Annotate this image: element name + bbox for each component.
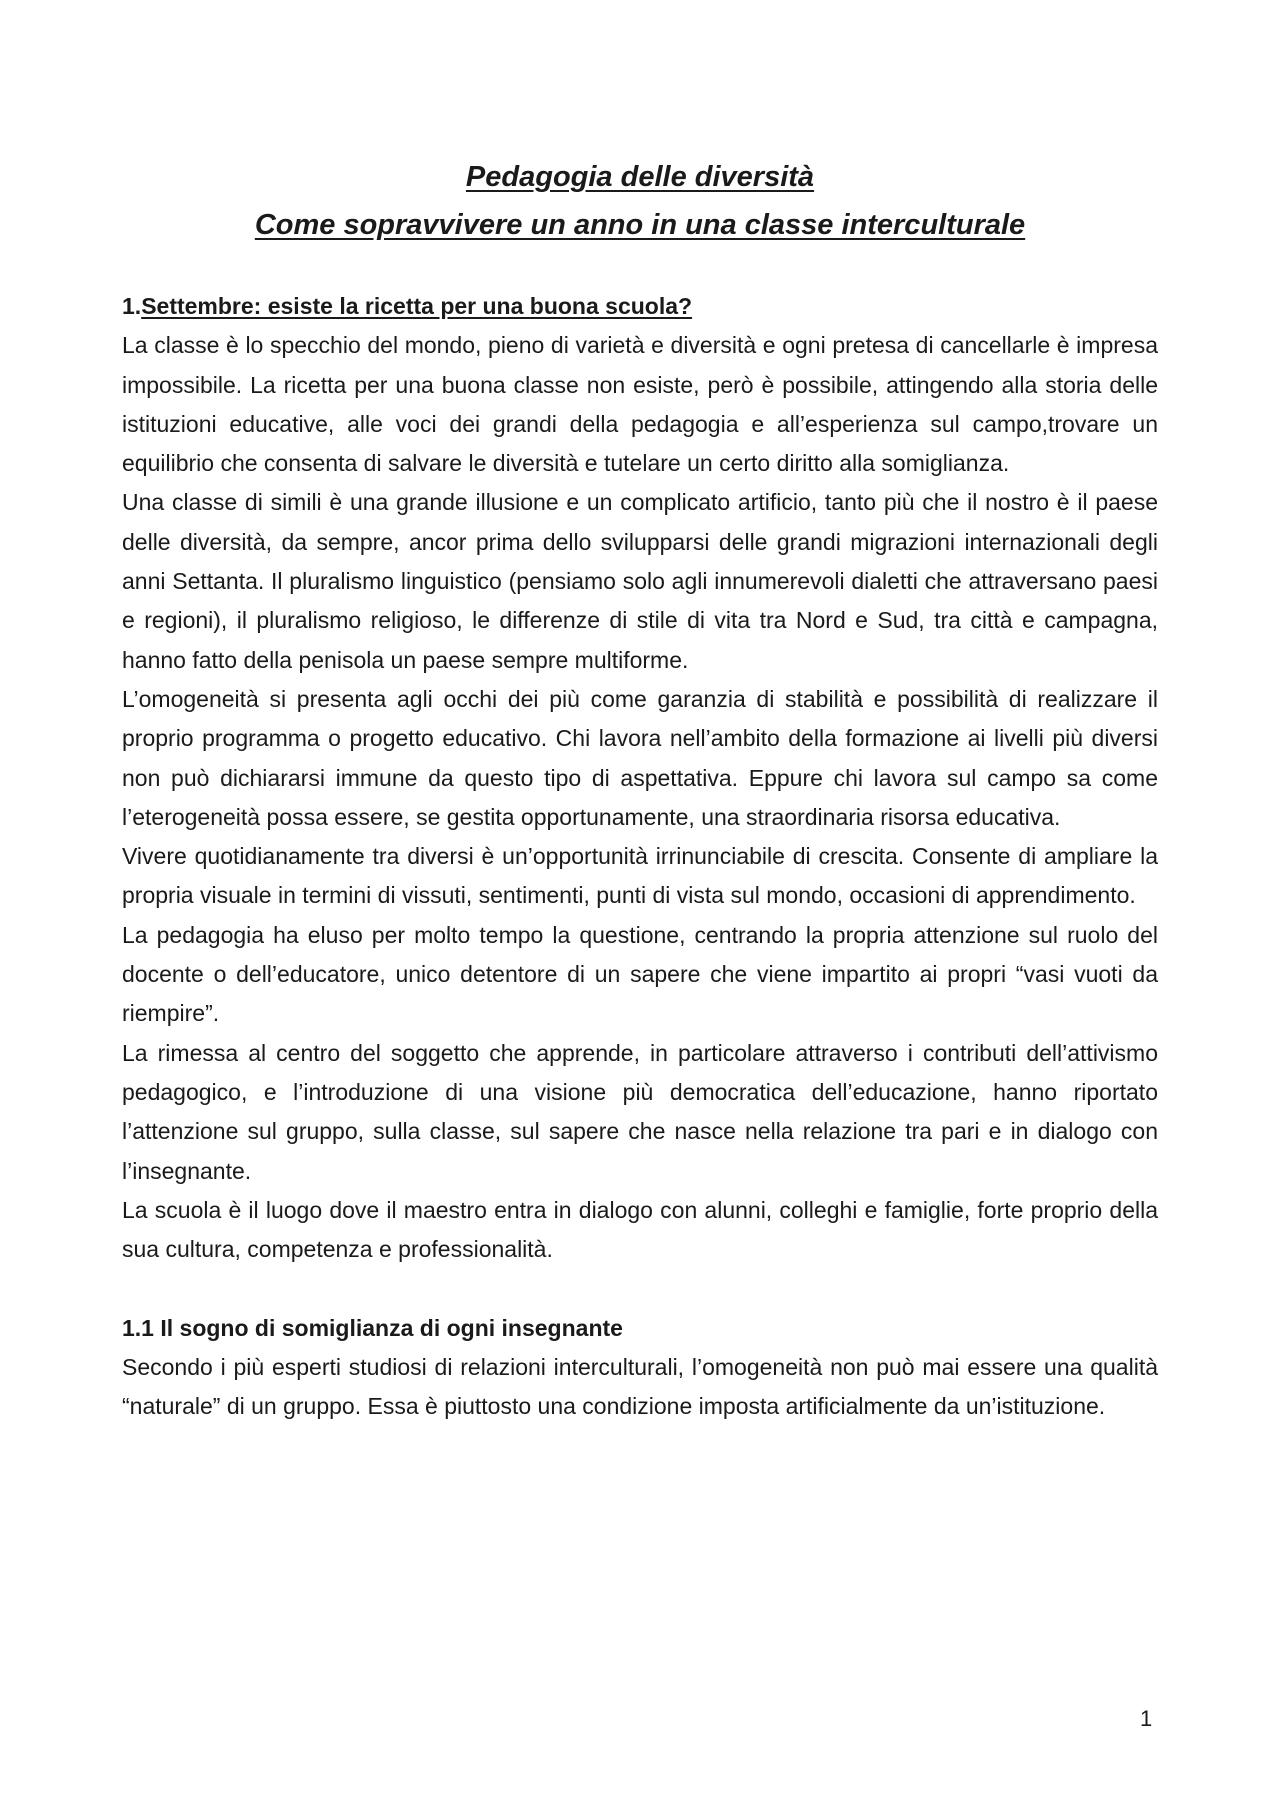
paragraph: La pedagogia ha eluso per molto tempo la questione, centrando la propria attenzione sul ruolo del docente o dell’educatore, unico detentore di un sapere che viene impartito ai propri “vasi vuoti da riempire”. bbox=[122, 921, 1158, 1027]
document-subtitle: Come sopravvivere un anno in una classe interculturale bbox=[254, 209, 1026, 241]
paragraph: La scuola è il luogo dove il maestro entra in dialogo con alunni, colleghi e famiglie, forte proprio della sua cultura, competenza e professionalità. bbox=[122, 1196, 1158, 1263]
section-1-number: 1. bbox=[122, 293, 142, 319]
section-1-title: Settembre: esiste la ricetta per una buona scuola? bbox=[141, 293, 693, 319]
section-1-heading bbox=[122, 287, 1158, 326]
document-body bbox=[122, 287, 1158, 1427]
paragraph: La rimessa al centro del soggetto che apprende, in particolare attraverso i contributi dell’attivismo pedagogico, e l’introduzione di una visione più democratica dell’educazione, hanno riportato l’attenzione sul gruppo, sulla classe, sul sapere che nasce nella relazione tra pari e in dialogo con l’insegnante. bbox=[122, 1039, 1158, 1184]
page-number: 1 bbox=[1140, 1706, 1153, 1731]
paragraph: Una classe di simili è una grande illusione e un complicato artificio, tanto più che il nostro è il paese delle diversità, da sempre, ancor prima dello svilupparsi delle grandi migrazioni internazionali degli anni Settanta. Il pluralismo linguistico (pensiamo solo agli innumerevoli dialetti che attraversano paesi e regioni), il pluralismo religioso, le differenze di stile di vita tra Nord e Sud, tra città e campagna, hanno fatto della penisola un paese sempre multiforme. bbox=[122, 489, 1158, 673]
paragraph: Vivere quotidianamente tra diversi è un’opportunità irrinunciabile di crescita. Consente di ampliare la propria visuale in termini di vissuti, sentimenti, punti di vista sul mondo, occasioni di apprendimento. bbox=[122, 843, 1158, 909]
document-title: Pedagogia delle diversità bbox=[465, 161, 815, 193]
paragraph: Secondo i più esperti studiosi di relazioni interculturali, l’omogeneità non può mai essere una qualità “naturale” di un gruppo. Essa è piuttosto una condizione imposta artificialmente da un’istituzione. bbox=[122, 1354, 1158, 1420]
paragraph: La classe è lo specchio del mondo, pieno di varietà e diversità e ogni pretesa di cancellarle è impresa impossibile. La ricetta per una buona classe non esiste, però è possibile, attingendo alla storia delle istituzioni educative, alle voci dei grandi della pedagogia e all’esperienza sul campo,trovare un equilibrio che consenta di salvare le diversità e tutelare un certo diritto alla somiglianza. bbox=[122, 332, 1158, 477]
title-block bbox=[0, 153, 1280, 249]
paragraph: L’omogeneità si presenta agli occhi dei più come garanzia di stabilità e possibilità di realizzare il proprio programma o progetto educativo. Chi lavora nell’ambito della formazione ai livelli più diversi non può dichiararsi immune da questo tipo di aspettativa. Eppure chi lavora sul campo sa come l’eterogeneità possa essere, se gestita opportunamente, una straordinaria risorsa educativa. bbox=[122, 685, 1158, 830]
section-1-1-heading: 1.1 Il sogno di somiglianza di ogni insegnante bbox=[122, 1314, 623, 1341]
section-spacer bbox=[122, 1269, 1158, 1308]
